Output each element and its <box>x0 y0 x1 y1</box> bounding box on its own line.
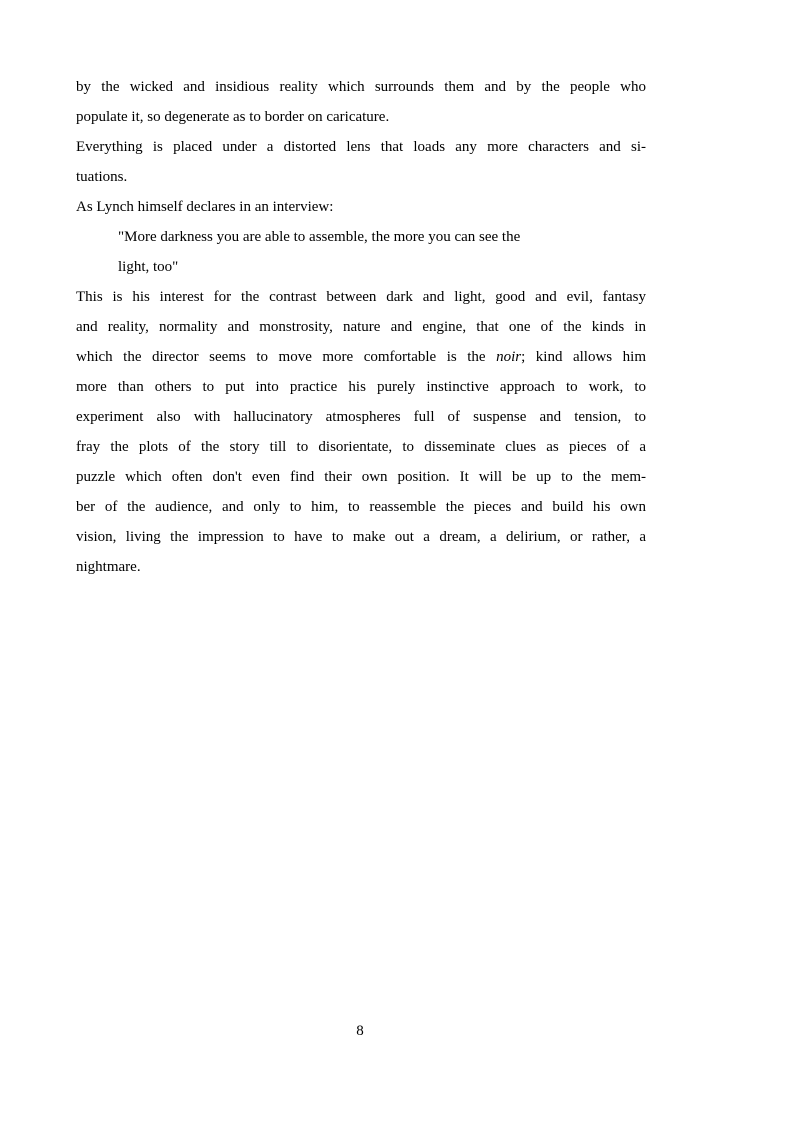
text-line-8: This is his interest for the contrast between dark and light, good and evil, fantasy <box>76 289 646 305</box>
text-line-4: tuations. <box>76 169 128 185</box>
text-line-15: ber of the audience, and only to him, to reassemble the pieces and build his own <box>76 499 646 515</box>
quote-line-2: light, too" <box>118 259 179 275</box>
text-line-12: experiment also with hallucinatory atmospheres full of suspense and tension, to <box>76 409 646 425</box>
noir-italic: noir <box>496 349 522 365</box>
text-line-10 <box>76 342 646 372</box>
text-line-2: populate it, so degenerate as to border on caricature. <box>76 109 390 125</box>
body-text <box>76 72 646 582</box>
text-line-10-before: which the director seems to move more comfortable is the <box>76 349 497 365</box>
page-number: 8 <box>356 1023 364 1039</box>
text-line-1: by the wicked and insidious reality which surrounds them and by the people who <box>76 79 646 95</box>
text-line-16: vision, living the impression to have to make out a dream, a delirium, or rather, a <box>76 529 646 545</box>
text-line-5: As Lynch himself declares in an interview: <box>76 199 334 215</box>
text-line-11: more than others to put into practice his purely instinctive approach to work, to <box>76 379 646 395</box>
text-line-13: fray the plots of the story till to disorientate, to disseminate clues as pieces of a <box>76 439 646 455</box>
text-line-17: nightmare. <box>76 559 141 575</box>
text-line-14: puzzle which often don't even find their own position. It will be up to the mem- <box>76 469 646 485</box>
text-line-10-after: ; kind allows him <box>521 349 646 365</box>
quote-line-1: "More darkness you are able to assemble, the more you can see the <box>118 229 521 245</box>
text-line-3: Everything is placed under a distorted lens that loads any more characters and si- <box>76 139 646 155</box>
text-line-9: and reality, normality and monstrosity, nature and engine, that one of the kinds in <box>76 319 646 335</box>
